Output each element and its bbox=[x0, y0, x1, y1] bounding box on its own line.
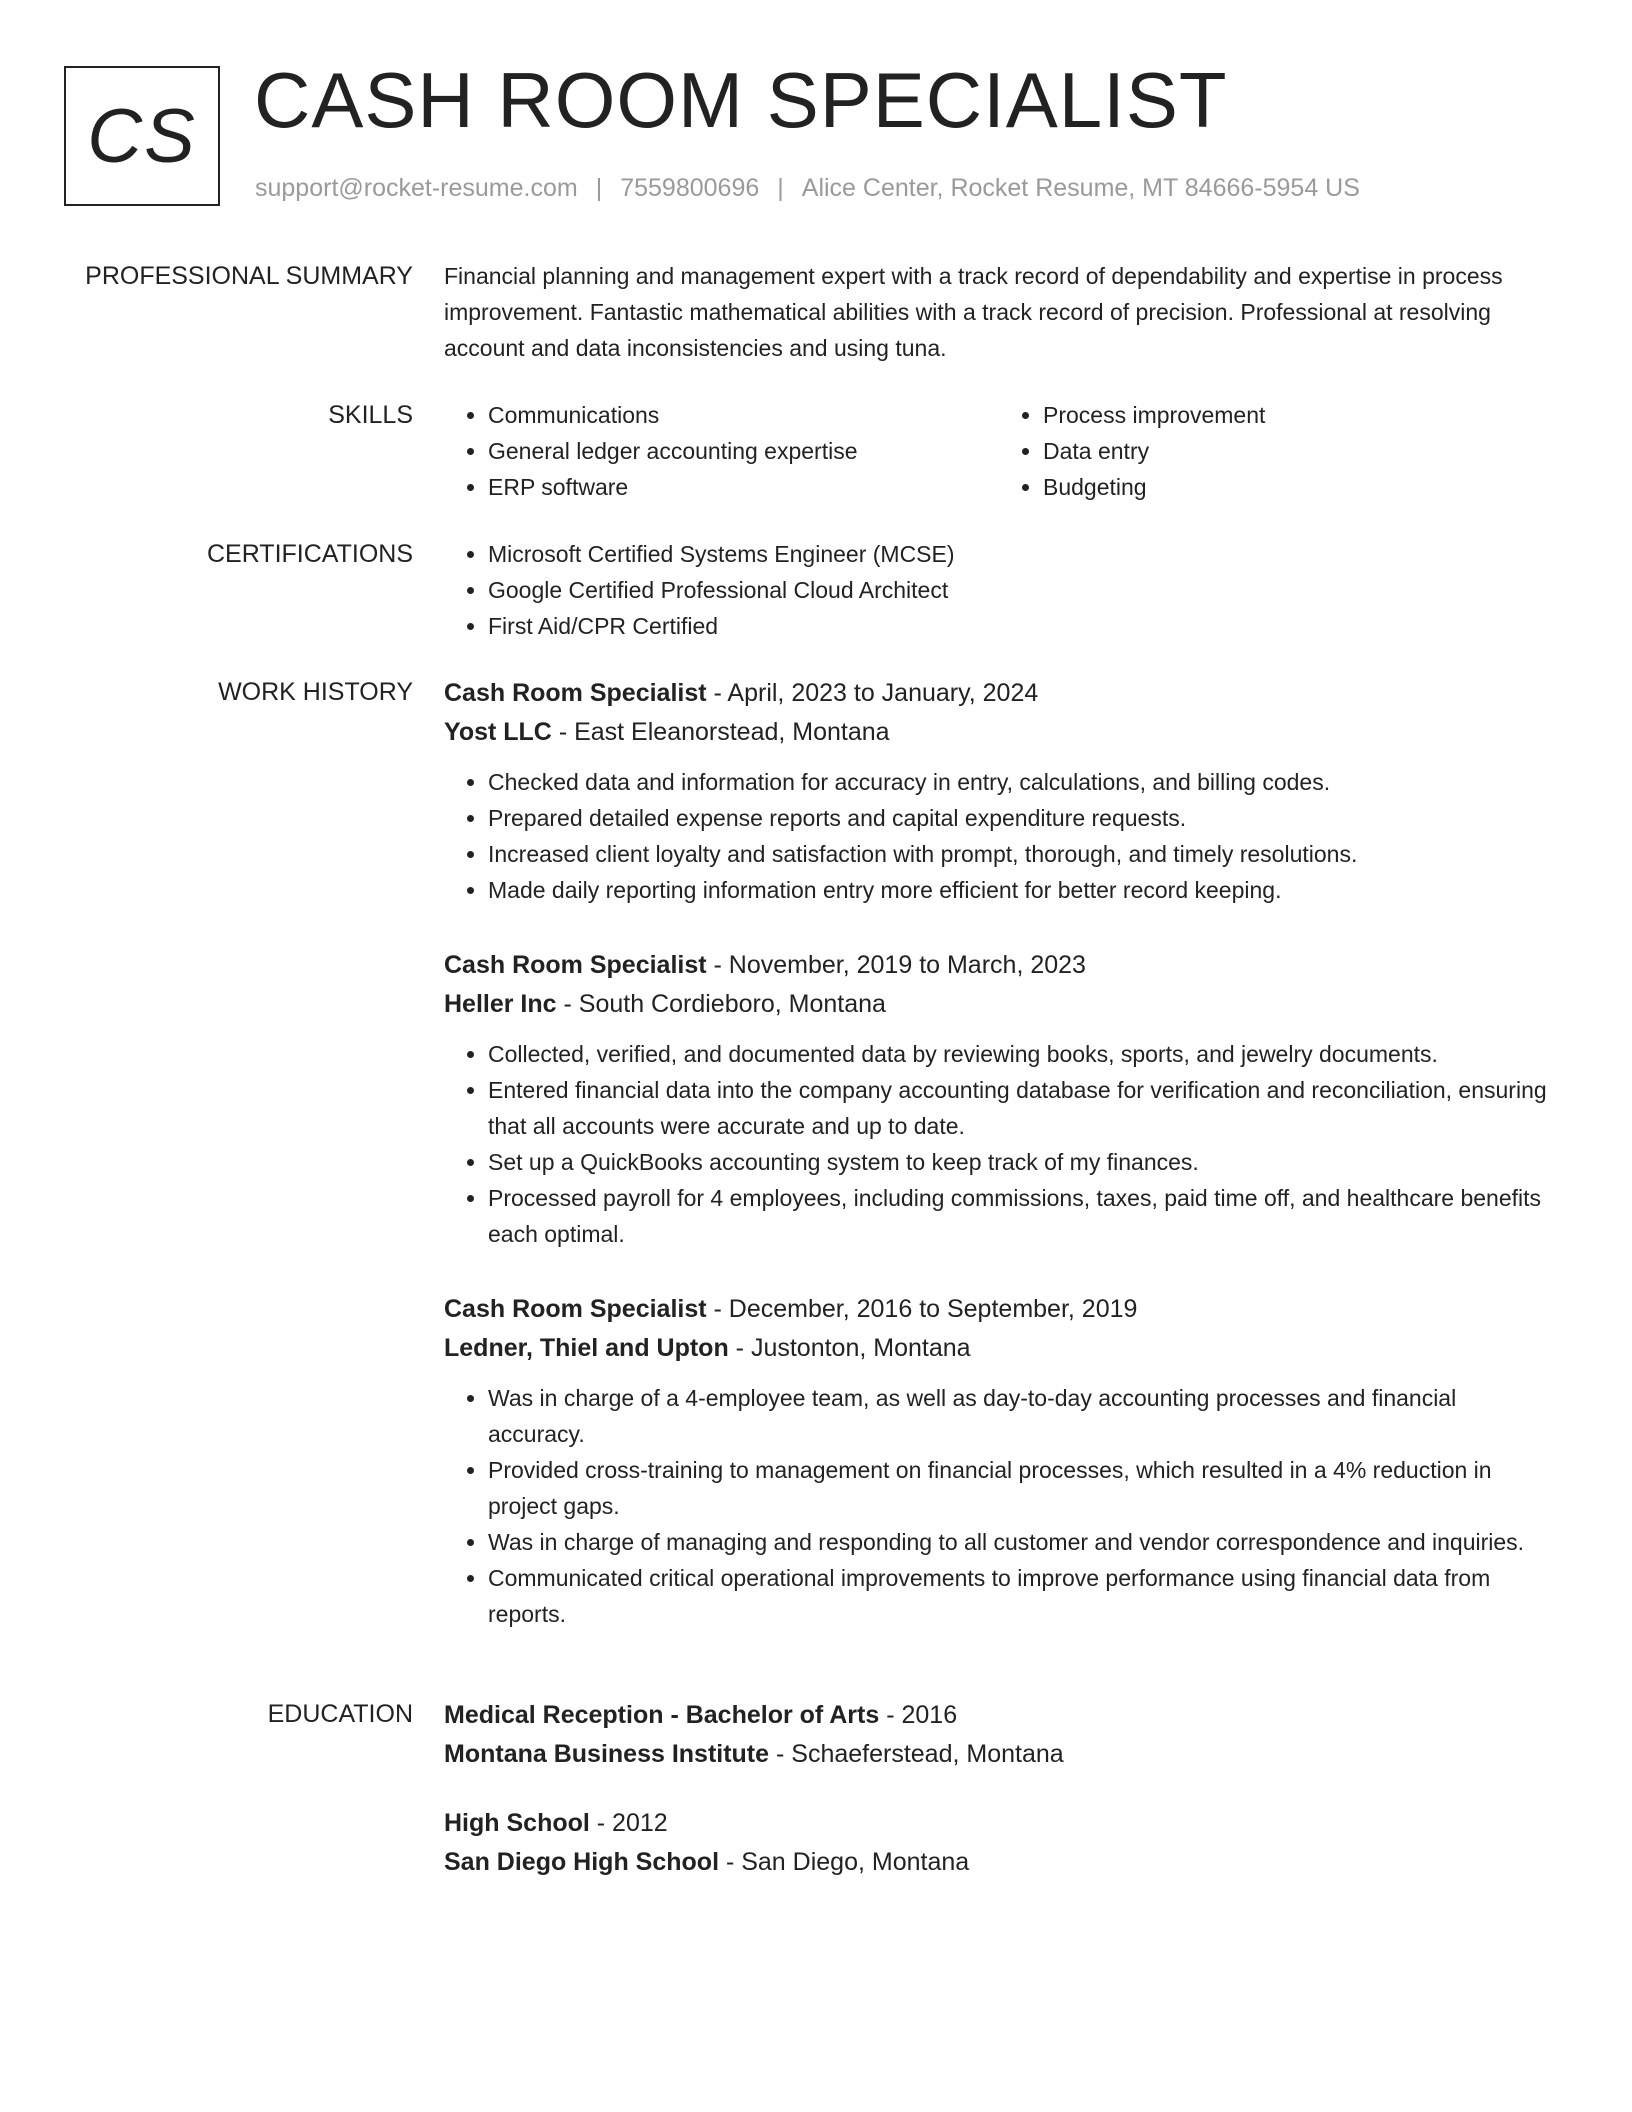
job-title-line bbox=[444, 946, 1554, 985]
job-title-line bbox=[444, 1290, 1554, 1329]
skill-item: • ERP software bbox=[488, 469, 999, 505]
job-company: Heller Inc bbox=[444, 990, 557, 1018]
contact-email: support@rocket-resume.com bbox=[255, 174, 578, 202]
skill-item: • Budgeting bbox=[1043, 469, 1554, 505]
contact-line bbox=[255, 174, 1360, 203]
skills-column-1 bbox=[444, 397, 999, 505]
certifications-label: CERTIFICATIONS bbox=[206, 540, 413, 568]
work-history-label: WORK HISTORY bbox=[218, 678, 413, 706]
certification-item: • Google Certified Professional Cloud Architect bbox=[488, 572, 1554, 608]
skill-item: • General ledger accounting expertise bbox=[488, 433, 999, 469]
education-year: - 2016 bbox=[879, 1701, 958, 1729]
contact-phone: 7559800696 bbox=[620, 174, 760, 202]
job-entry bbox=[444, 1290, 1554, 1632]
certification-item: • First Aid/CPR Certified bbox=[488, 608, 1554, 644]
job-bullet: • Provided cross-training to management on financial processes, which resulted in a 4% reduction in project gaps. bbox=[488, 1452, 1554, 1524]
education-entry bbox=[444, 1696, 1554, 1774]
education-location: - Schaeferstead, Montana bbox=[769, 1740, 1064, 1768]
job-company-line bbox=[444, 985, 1554, 1024]
job-bullets bbox=[444, 764, 1554, 908]
job-company: Ledner, Thiel and Upton bbox=[444, 1334, 729, 1362]
job-bullet: • Set up a QuickBooks accounting system to keep track of my finances. bbox=[488, 1144, 1554, 1180]
education-degree-line bbox=[444, 1804, 1554, 1843]
job-bullet: • Prepared detailed expense reports and capital expenditure requests. bbox=[488, 800, 1554, 836]
education-school: San Diego High School bbox=[444, 1848, 720, 1876]
work-history-list bbox=[444, 674, 1554, 1670]
education-label: EDUCATION bbox=[267, 1700, 413, 1728]
skills-list bbox=[444, 397, 1554, 505]
job-title: Cash Room Specialist bbox=[444, 951, 707, 979]
page-title: CASH ROOM SPECIALIST bbox=[254, 56, 1228, 144]
job-bullet: • Made daily reporting information entry more efficient for better record keeping. bbox=[488, 872, 1554, 908]
job-bullet: • Communicated critical operational improvements to improve performance using financial data from reports. bbox=[488, 1560, 1554, 1632]
contact-address: Alice Center, Rocket Resume, MT 84666-5954 US bbox=[801, 174, 1360, 202]
job-entry bbox=[444, 946, 1554, 1252]
skill-item: • Communications bbox=[488, 397, 999, 433]
job-company: Yost LLC bbox=[444, 718, 552, 746]
job-title: Cash Room Specialist bbox=[444, 679, 707, 707]
summary-text: Financial planning and management expert with a track record of dependability and expertise in process improvement. Fantastic mathematical abilities with a track record of precision. Professional at resolving account and data inconsistencies and using tuna. bbox=[444, 263, 1503, 361]
job-bullets bbox=[444, 1036, 1554, 1252]
education-school: Montana Business Institute bbox=[444, 1740, 770, 1768]
job-company-line bbox=[444, 713, 1554, 752]
certifications-list bbox=[444, 536, 1554, 644]
job-dates: - April, 2023 to January, 2024 bbox=[706, 679, 1039, 707]
summary-label: PROFESSIONAL SUMMARY bbox=[85, 262, 413, 290]
job-bullet: • Increased client loyalty and satisfaction with prompt, thorough, and timely resolutions. bbox=[488, 836, 1554, 872]
skills-label: SKILLS bbox=[328, 401, 413, 429]
education-entry bbox=[444, 1804, 1554, 1882]
skill-item: • Process improvement bbox=[1043, 397, 1554, 433]
job-bullet: • Collected, verified, and documented data by reviewing books, sports, and jewelry documents. bbox=[488, 1036, 1554, 1072]
skills-column-2 bbox=[999, 397, 1554, 505]
job-location: - Justonton, Montana bbox=[728, 1334, 971, 1362]
education-degree-line bbox=[444, 1696, 1554, 1735]
job-bullet: • Checked data and information for accuracy in entry, calculations, and billing codes. bbox=[488, 764, 1554, 800]
job-bullet: • Was in charge of managing and responding to all customer and vendor correspondence and inquiries. bbox=[488, 1524, 1554, 1560]
education-list bbox=[444, 1696, 1554, 1912]
education-degree: High School bbox=[444, 1809, 590, 1837]
monogram-logo: CS bbox=[64, 66, 220, 206]
education-year: - 2012 bbox=[589, 1809, 668, 1837]
job-bullet: • Entered financial data into the company accounting database for verification and reconciliation, ensuring that all accounts were accurate and up to date. bbox=[488, 1072, 1554, 1144]
job-company-line bbox=[444, 1329, 1554, 1368]
contact-separator: | bbox=[595, 174, 603, 202]
job-entry bbox=[444, 674, 1554, 908]
job-location: - East Eleanorstead, Montana bbox=[551, 718, 890, 746]
skill-item: • Data entry bbox=[1043, 433, 1554, 469]
job-bullet: • Was in charge of a 4-employee team, as well as day-to-day accounting processes and financial accuracy. bbox=[488, 1380, 1554, 1452]
education-location: - San Diego, Montana bbox=[719, 1848, 970, 1876]
job-title: Cash Room Specialist bbox=[444, 1295, 707, 1323]
job-title-line bbox=[444, 674, 1554, 713]
job-bullet: • Processed payroll for 4 employees, including commissions, taxes, paid time off, and healthcare benefits each optimal. bbox=[488, 1180, 1554, 1252]
education-school-line bbox=[444, 1735, 1554, 1774]
job-bullets bbox=[444, 1380, 1554, 1632]
education-degree: Medical Reception - Bachelor of Arts bbox=[444, 1701, 880, 1729]
certification-item: • Microsoft Certified Systems Engineer (MCSE) bbox=[488, 536, 1554, 572]
education-school-line bbox=[444, 1843, 1554, 1882]
job-dates: - December, 2016 to September, 2019 bbox=[706, 1295, 1138, 1323]
job-dates: - November, 2019 to March, 2023 bbox=[706, 951, 1086, 979]
job-location: - South Cordieboro, Montana bbox=[556, 990, 886, 1018]
contact-separator: | bbox=[777, 174, 784, 202]
